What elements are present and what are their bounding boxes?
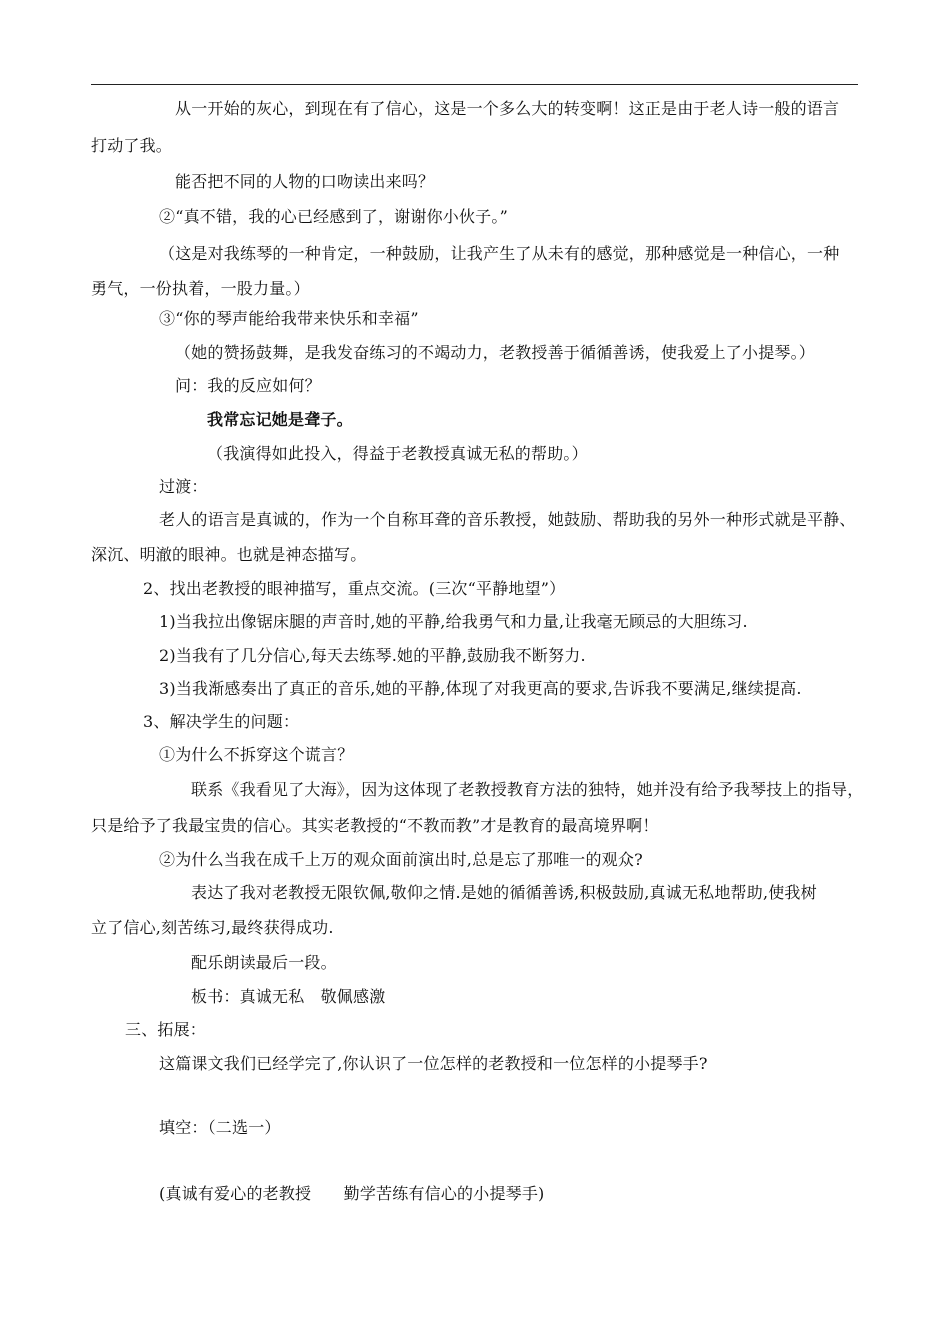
question-line: ①为什么不拆穿这个谎言？ [159,745,354,764]
paragraph-line: 打动了我。 [91,136,173,155]
answer-line: 我常忘记她是聋子。 [207,410,353,429]
instruction-line: 配乐朗读最后一段。 [191,953,337,972]
paragraph-line: 立了信心,刻苦练习,最终获得成功. [91,918,334,937]
question-line: ②为什么当我在成千上万的观众面前演出时,总是忘了那唯一的观众? [159,850,643,869]
question-line: 能否把不同的人物的口吻读出来吗？ [175,172,435,191]
note-line: 勇气，一份执着，一股力量。） [91,279,310,298]
blackboard-line: 板书：真诚无私 敬佩感激 [191,987,386,1006]
paragraph-line: 深沉、明澈的眼神。也就是神态描写。 [91,545,367,564]
quote-line: ③“你的琴声能给我带来快乐和幸福” [159,309,419,328]
paragraph-line: 只是给予了我最宝贵的信心。其实老教授的“不教而教”才是教育的最高境界啊！ [91,816,659,835]
list-item: 3)当我渐感奏出了真正的音乐,她的平静,体现了对我更高的要求,告诉我不要满足,继续提高. [159,679,802,698]
paragraph-line: 从一开始的灰心，到现在有了信心，这是一个多么大的转变啊！这正是由于老人诗一般的语言 [175,99,840,118]
section-heading: 三、拓展： [125,1020,207,1039]
note-line: （这是对我练琴的一种肯定，一种鼓励，让我产生了从未有的感觉，那种感觉是一种信心，一种 [159,244,840,263]
header-rule [91,84,858,85]
note-line: （她的赞扬鼓舞，是我发奋练习的不竭动力，老教授善于循循善诱，使我爱上了小提琴。） [175,343,816,362]
section-label: 过渡： [159,477,208,496]
question-line: 问：我的反应如何？ [175,376,321,395]
fill-blank-options: (真诚有爱心的老教授 勤学苦练有信心的小提琴手) [159,1184,545,1203]
paragraph-line: 联系《我看见了大海》，因为这体现了老教授教育方法的独特，她并没有给予我琴技上的指导， [191,780,864,799]
fill-blank-label: 填空：（二选一） [159,1118,281,1137]
paragraph-line: 表达了我对老教授无限钦佩,敬仰之情.是她的循循善诱,积极鼓励,真诚无私地帮助,使我树 [191,883,817,902]
paragraph-line: 老人的语言是真诚的，作为一个自称耳聋的音乐教授，她鼓励、帮助我的另外一种形式就是平静、 [159,510,856,529]
paragraph-line: 这篇课文我们已经学完了,你认识了一位怎样的老教授和一位怎样的小提琴手? [159,1054,708,1073]
item-heading: 3、解决学生的问题： [143,712,300,731]
item-heading: 2、找出老教授的眼神描写，重点交流。(三次“平静地望”） [143,579,566,598]
list-item: 2)当我有了几分信心,每天去练琴.她的平静,鼓励我不断努力. [159,646,586,665]
quote-line: ②“真不错，我的心已经感到了，谢谢你小伙子。” [159,207,508,226]
note-line: （我演得如此投入，得益于老教授真诚无私的帮助。） [207,444,588,463]
list-item: 1)当我拉出像锯床腿的声音时,她的平静,给我勇气和力量,让我毫无顾忌的大胆练习. [159,612,748,631]
